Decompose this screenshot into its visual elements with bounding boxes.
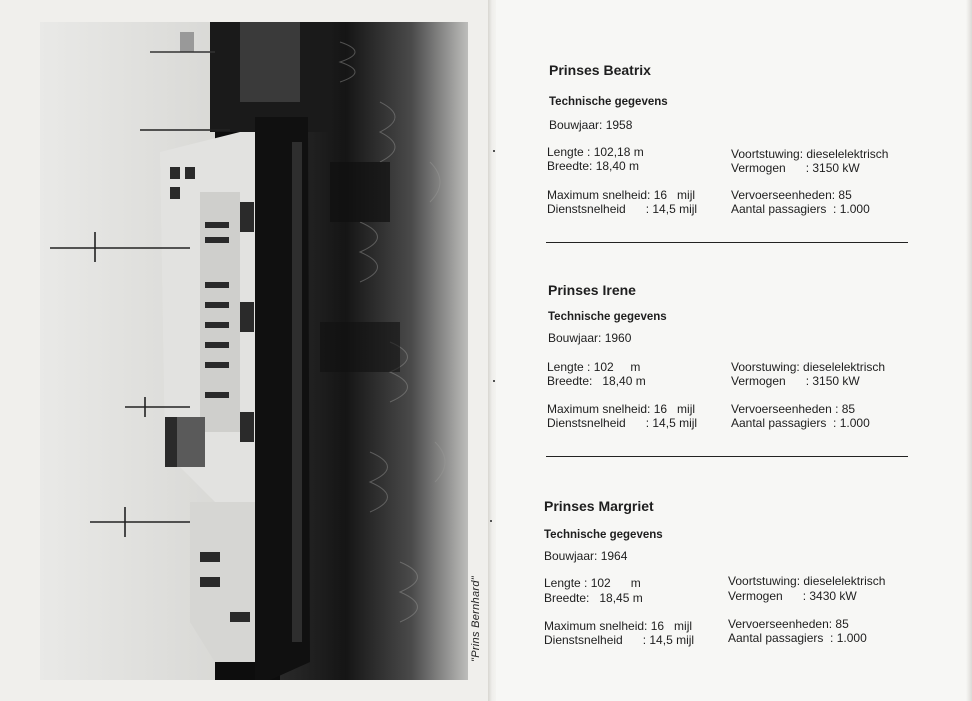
scan-mark [490, 520, 492, 522]
spec-vehicle-units: Vervoerseenheden : 85 [731, 402, 856, 416]
spec-vehicle-units: Vervoerseenheden: 85 [731, 188, 852, 202]
spec-length: Lengte : 102 m [544, 576, 641, 590]
spec-vehicle-units: Vervoerseenheden: 85 [728, 617, 849, 631]
spec-propulsion: Voortstuwing: dieselelektrisch [731, 147, 889, 161]
spec-max-speed: Maximum snelheid: 16 mijl [544, 619, 693, 633]
page-edge-shadow [966, 0, 972, 701]
spec-power: Vermogen : 3430 kW [728, 589, 857, 603]
right-page [496, 0, 972, 701]
spec-length: Lengte : 102 m [547, 360, 641, 374]
spec-power: Vermogen : 3150 kW [731, 161, 860, 175]
spec-width: Breedte: 18,45 m [544, 591, 643, 605]
spec-length: Lengte : 102,18 m [547, 145, 644, 159]
scan-mark [493, 380, 495, 382]
spec-service-speed: Dienstsnelheid : 14,5 mijl [547, 202, 698, 216]
ship-photo [40, 22, 468, 680]
build-year: Bouwjaar: 1958 [549, 118, 633, 132]
spec-width: Breedte: 18,40 m [547, 159, 640, 173]
spec-max-speed: Maximum snelheid: 16 mijl [547, 402, 696, 416]
ship-section-margriet [544, 498, 924, 658]
spec-passengers: Aantal passagiers : 1.000 [728, 631, 867, 645]
spec-service-speed: Dienstsnelheid : 14,5 mijl [544, 633, 695, 647]
tech-specs-label: Technische gegevens [549, 96, 668, 108]
spec-power: Vermogen : 3150 kW [731, 374, 860, 388]
tech-specs-label: Technische gegevens [544, 529, 663, 541]
section-divider [546, 456, 908, 457]
section-divider [546, 242, 908, 243]
photo-caption: "Prins Bernhard" [470, 576, 482, 662]
build-year: Bouwjaar: 1960 [548, 331, 632, 345]
build-year: Bouwjaar: 1964 [544, 549, 628, 563]
tech-specs-label: Technische gegevens [548, 311, 667, 323]
ship-title: Prinses Irene [548, 282, 636, 298]
ship-title: Prinses Beatrix [549, 62, 651, 78]
spec-service-speed: Dienstsnelheid : 14,5 mijl [547, 416, 698, 430]
spec-width: Breedte: 18,40 m [547, 374, 646, 388]
spec-passengers: Aantal passagiers : 1.000 [731, 416, 870, 430]
ship-section-irene [548, 282, 928, 442]
spec-propulsion: Voorstuwing: dieselelektrisch [731, 360, 886, 374]
ship-section-beatrix [549, 62, 929, 252]
spec-max-speed: Maximum snelheid: 16 mijl [547, 188, 696, 202]
ship-title: Prinses Margriet [544, 498, 654, 514]
scan-mark [493, 150, 495, 152]
spec-passengers: Aantal passagiers : 1.000 [731, 202, 870, 216]
spec-propulsion: Voortstuwing: dieselelektrisch [728, 574, 886, 588]
